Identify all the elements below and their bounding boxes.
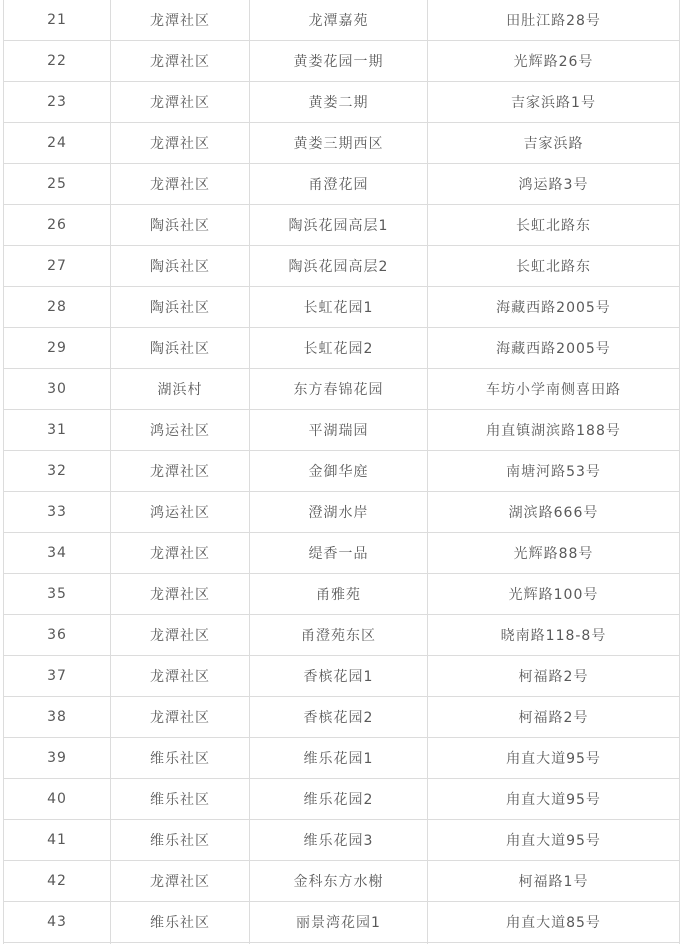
cell-estate: 金科东方水榭 bbox=[250, 861, 428, 902]
cell-address: 海藏西路2005号 bbox=[428, 287, 680, 328]
cell-number: 27 bbox=[4, 246, 111, 287]
cell-community: 龙潭社区 bbox=[111, 123, 250, 164]
cell-number: 38 bbox=[4, 697, 111, 738]
cell-community: 龙潭社区 bbox=[111, 533, 250, 574]
cell-address: 吉家浜路 bbox=[428, 123, 680, 164]
cell-estate: 金御华庭 bbox=[250, 451, 428, 492]
table-row bbox=[4, 164, 680, 205]
cell-empty bbox=[111, 943, 250, 945]
cell-address: 柯福路2号 bbox=[428, 656, 680, 697]
table-row bbox=[4, 902, 680, 943]
table-row bbox=[4, 451, 680, 492]
cell-estate: 甬澄苑东区 bbox=[250, 615, 428, 656]
table-row bbox=[4, 697, 680, 738]
table-row bbox=[4, 369, 680, 410]
table-row-partial bbox=[4, 943, 680, 945]
cell-address: 湖滨路666号 bbox=[428, 492, 680, 533]
cell-community: 陶浜社区 bbox=[111, 246, 250, 287]
cell-address: 吉家浜路1号 bbox=[428, 82, 680, 123]
cell-estate: 丽景湾花园1 bbox=[250, 902, 428, 943]
cell-community: 维乐社区 bbox=[111, 738, 250, 779]
table-row bbox=[4, 574, 680, 615]
table-row bbox=[4, 82, 680, 123]
cell-estate: 长虹花园1 bbox=[250, 287, 428, 328]
cell-community: 湖浜村 bbox=[111, 369, 250, 410]
cell-address: 鸿运路3号 bbox=[428, 164, 680, 205]
cell-address: 光辉路100号 bbox=[428, 574, 680, 615]
cell-address: 光辉路88号 bbox=[428, 533, 680, 574]
table-row bbox=[4, 0, 680, 41]
cell-community: 龙潭社区 bbox=[111, 451, 250, 492]
cell-estate: 陶浜花园高层1 bbox=[250, 205, 428, 246]
cell-community: 龙潭社区 bbox=[111, 41, 250, 82]
cell-empty bbox=[250, 943, 428, 945]
cell-number: 35 bbox=[4, 574, 111, 615]
table-row bbox=[4, 533, 680, 574]
cell-number: 37 bbox=[4, 656, 111, 697]
cell-empty bbox=[4, 943, 111, 945]
cell-number: 26 bbox=[4, 205, 111, 246]
cell-community: 维乐社区 bbox=[111, 820, 250, 861]
cell-community: 陶浜社区 bbox=[111, 287, 250, 328]
table-row bbox=[4, 861, 680, 902]
cell-estate: 东方春锦花园 bbox=[250, 369, 428, 410]
cell-community: 龙潭社区 bbox=[111, 615, 250, 656]
cell-address: 甪直大道95号 bbox=[428, 779, 680, 820]
table-row bbox=[4, 246, 680, 287]
cell-estate: 甬澄花园 bbox=[250, 164, 428, 205]
cell-estate: 香槟花园2 bbox=[250, 697, 428, 738]
cell-estate: 缇香一品 bbox=[250, 533, 428, 574]
cell-community: 龙潭社区 bbox=[111, 861, 250, 902]
cell-estate: 维乐花园1 bbox=[250, 738, 428, 779]
cell-number: 32 bbox=[4, 451, 111, 492]
cell-community: 鸿运社区 bbox=[111, 492, 250, 533]
cell-community: 龙潭社区 bbox=[111, 0, 250, 41]
cell-address: 车坊小学南侧喜田路 bbox=[428, 369, 680, 410]
cell-address: 柯福路1号 bbox=[428, 861, 680, 902]
cell-community: 陶浜社区 bbox=[111, 328, 250, 369]
cell-community: 维乐社区 bbox=[111, 779, 250, 820]
table-row bbox=[4, 328, 680, 369]
cell-number: 39 bbox=[4, 738, 111, 779]
cell-address: 甪直大道85号 bbox=[428, 902, 680, 943]
community-table bbox=[3, 0, 680, 944]
cell-community: 龙潭社区 bbox=[111, 656, 250, 697]
table-body bbox=[4, 0, 680, 944]
cell-estate: 维乐花园3 bbox=[250, 820, 428, 861]
table-row bbox=[4, 492, 680, 533]
table-row bbox=[4, 615, 680, 656]
cell-estate: 黄娄花园一期 bbox=[250, 41, 428, 82]
cell-number: 29 bbox=[4, 328, 111, 369]
cell-number: 33 bbox=[4, 492, 111, 533]
cell-address: 海藏西路2005号 bbox=[428, 328, 680, 369]
cell-number: 34 bbox=[4, 533, 111, 574]
table-row bbox=[4, 410, 680, 451]
cell-community: 龙潭社区 bbox=[111, 82, 250, 123]
cell-community: 龙潭社区 bbox=[111, 697, 250, 738]
cell-number: 31 bbox=[4, 410, 111, 451]
cell-address: 甪直大道95号 bbox=[428, 820, 680, 861]
cell-address: 甪直大道95号 bbox=[428, 738, 680, 779]
cell-community: 鸿运社区 bbox=[111, 410, 250, 451]
table-row bbox=[4, 205, 680, 246]
cell-address: 甪直镇湖滨路188号 bbox=[428, 410, 680, 451]
cell-address: 南塘河路53号 bbox=[428, 451, 680, 492]
cell-number: 41 bbox=[4, 820, 111, 861]
cell-number: 28 bbox=[4, 287, 111, 328]
table-row bbox=[4, 656, 680, 697]
cell-estate: 长虹花园2 bbox=[250, 328, 428, 369]
cell-address: 光辉路26号 bbox=[428, 41, 680, 82]
cell-address: 柯福路2号 bbox=[428, 697, 680, 738]
cell-number: 24 bbox=[4, 123, 111, 164]
cell-estate: 黄娄三期西区 bbox=[250, 123, 428, 164]
cell-empty bbox=[428, 943, 680, 945]
cell-estate: 黄娄二期 bbox=[250, 82, 428, 123]
cell-estate: 维乐花园2 bbox=[250, 779, 428, 820]
cell-address: 晓南路118-8号 bbox=[428, 615, 680, 656]
cell-number: 30 bbox=[4, 369, 111, 410]
cell-estate: 陶浜花园高层2 bbox=[250, 246, 428, 287]
table-row bbox=[4, 820, 680, 861]
cell-address: 田肚江路28号 bbox=[428, 0, 680, 41]
cell-community: 维乐社区 bbox=[111, 902, 250, 943]
cell-number: 42 bbox=[4, 861, 111, 902]
cell-number: 43 bbox=[4, 902, 111, 943]
cell-number: 23 bbox=[4, 82, 111, 123]
cell-number: 25 bbox=[4, 164, 111, 205]
table-row bbox=[4, 123, 680, 164]
cell-estate: 澄湖水岸 bbox=[250, 492, 428, 533]
cell-estate: 香槟花园1 bbox=[250, 656, 428, 697]
table-row bbox=[4, 738, 680, 779]
table-row bbox=[4, 287, 680, 328]
table-row bbox=[4, 779, 680, 820]
cell-number: 21 bbox=[4, 0, 111, 41]
cell-number: 22 bbox=[4, 41, 111, 82]
cell-estate: 平湖瑞园 bbox=[250, 410, 428, 451]
cell-community: 龙潭社区 bbox=[111, 574, 250, 615]
cell-number: 36 bbox=[4, 615, 111, 656]
cell-number: 40 bbox=[4, 779, 111, 820]
cell-estate: 龙潭嘉苑 bbox=[250, 0, 428, 41]
cell-address: 长虹北路东 bbox=[428, 246, 680, 287]
cell-address: 长虹北路东 bbox=[428, 205, 680, 246]
table-row bbox=[4, 41, 680, 82]
cell-community: 龙潭社区 bbox=[111, 164, 250, 205]
cell-community: 陶浜社区 bbox=[111, 205, 250, 246]
cell-estate: 甬雅苑 bbox=[250, 574, 428, 615]
